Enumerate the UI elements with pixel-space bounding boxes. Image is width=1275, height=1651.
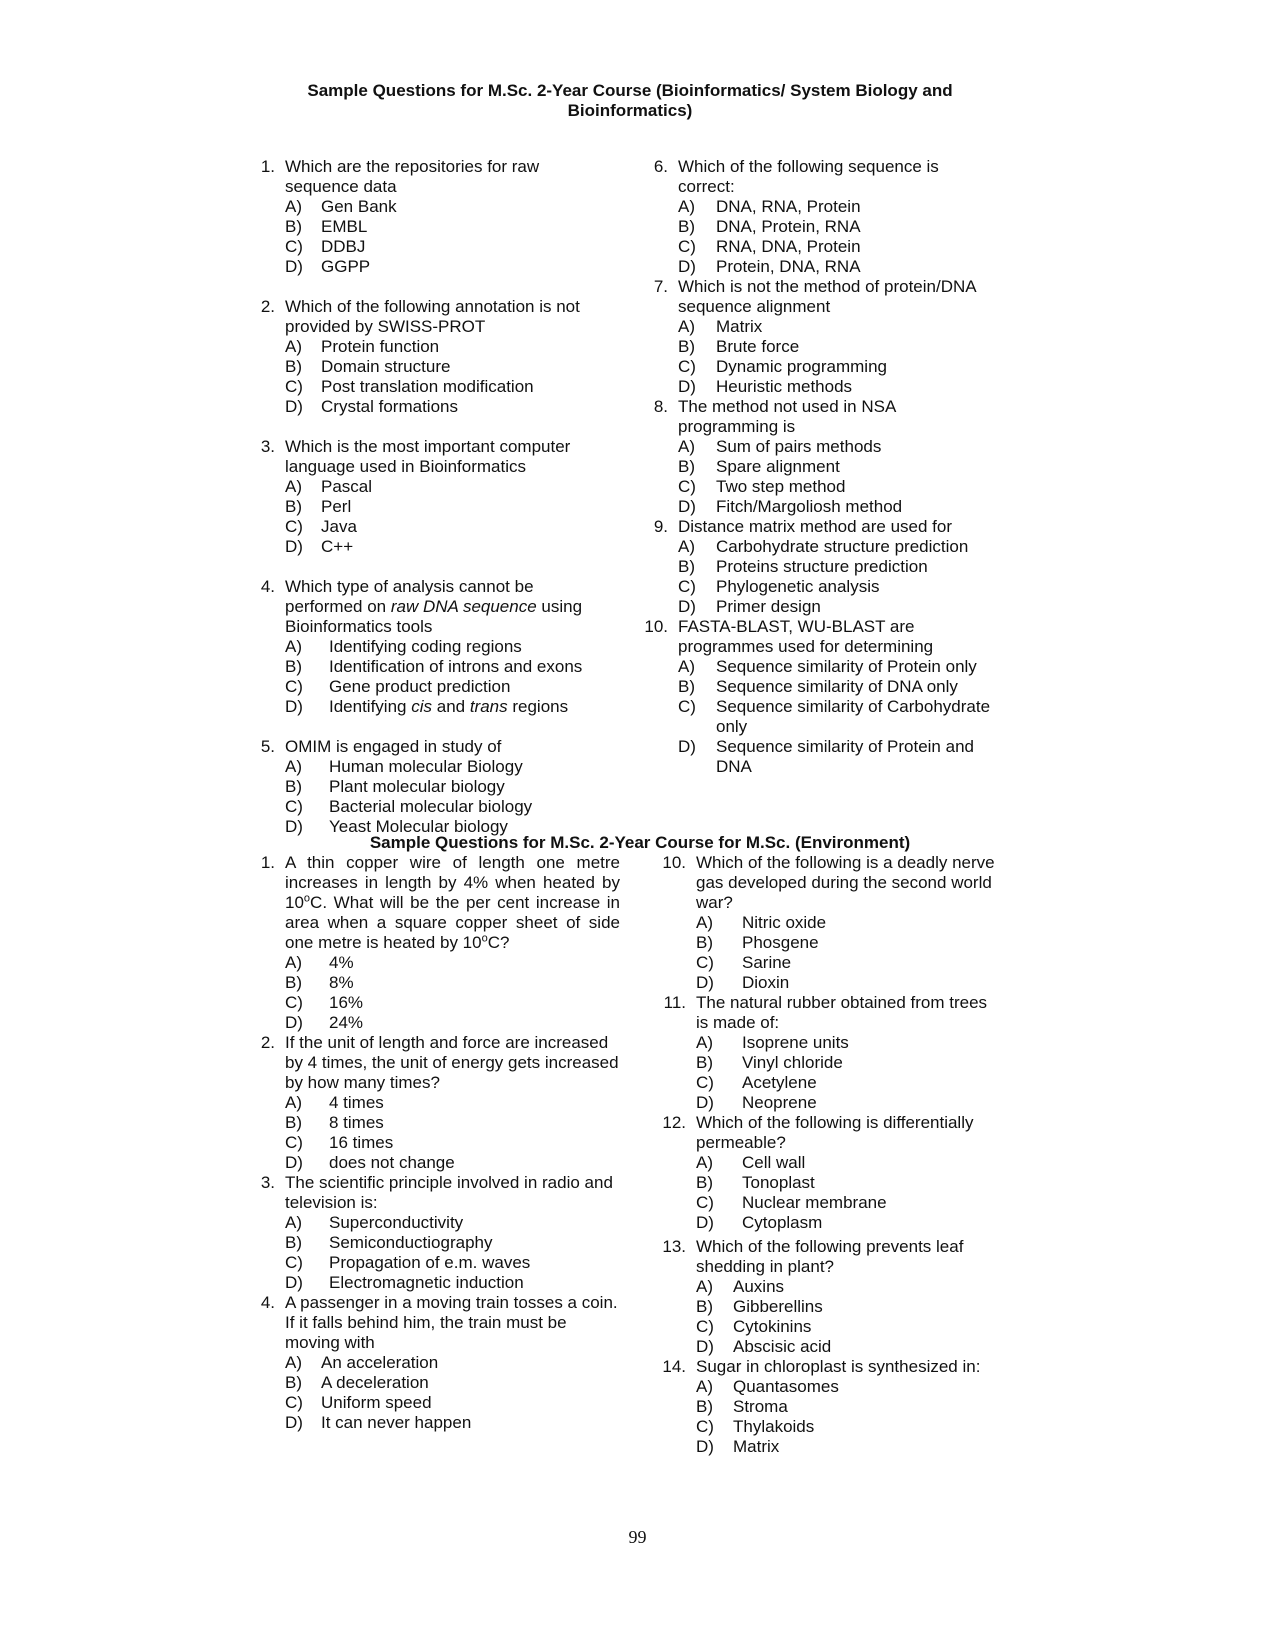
- option-letter: B): [285, 1373, 302, 1392]
- option: [640, 537, 1010, 557]
- question-s1-6: [640, 157, 1010, 197]
- question-number: 9.: [653, 517, 668, 536]
- option: [640, 677, 1010, 697]
- option-text: C++: [321, 537, 354, 556]
- option-text: Carbohydrate structure prediction: [716, 537, 969, 556]
- option-text: Neoprene: [742, 1093, 817, 1112]
- question-s1-3: [255, 437, 600, 477]
- option-letter: D): [285, 537, 303, 556]
- option: [648, 1093, 1018, 1113]
- question-s2-13: [648, 1237, 1018, 1277]
- option: [255, 973, 640, 993]
- option-text: Spare alignment: [716, 457, 840, 476]
- question-number: 7.: [653, 277, 668, 296]
- option-text: Java: [321, 517, 357, 536]
- option-letter: C): [285, 993, 303, 1012]
- option: [648, 1337, 1018, 1357]
- section1-title-line1: Sample Questions for M.Sc. 2-Year Course (Bioinformatics/ System Biology and: [307, 81, 953, 100]
- option-letter: A): [696, 1153, 713, 1172]
- option-letter: B): [285, 357, 302, 376]
- option: [640, 437, 1010, 457]
- option-letter: C): [285, 237, 303, 256]
- option: [640, 597, 1010, 617]
- option: [648, 1297, 1018, 1317]
- question-text: Which of the following is differentially permeable?: [696, 1113, 974, 1152]
- option-text: Nitric oxide: [742, 913, 827, 932]
- option-text: Matrix: [733, 1437, 780, 1456]
- option: [255, 1373, 640, 1393]
- option: [255, 1353, 640, 1373]
- option-text: Identification of introns and exons: [329, 657, 583, 676]
- question-text: Sugar in chloroplast is synthesized in:: [696, 1357, 981, 1376]
- option-letter: B): [678, 557, 695, 576]
- option-letter: C): [696, 953, 714, 972]
- option: [255, 517, 600, 537]
- option: [255, 237, 600, 257]
- option: [648, 1317, 1018, 1337]
- option-text: Stroma: [733, 1397, 788, 1416]
- question-text: OMIM is engaged in study of: [285, 737, 502, 756]
- option: [640, 237, 1010, 257]
- option: [648, 973, 1018, 993]
- option-text: Abscisic acid: [733, 1337, 832, 1356]
- option: [255, 797, 600, 817]
- option-letter: B): [285, 777, 302, 796]
- option-letter: C): [285, 677, 303, 696]
- question-s2-4: [255, 1293, 640, 1353]
- option-letter: D): [285, 1153, 303, 1172]
- option: [255, 357, 600, 377]
- option-text: Sequence similarity of Protein and DNA: [716, 737, 974, 776]
- option: [255, 477, 600, 497]
- question-s1-4: [255, 577, 600, 637]
- question-s2-2: [255, 1033, 640, 1093]
- option-text: Sequence similarity of Carbohydrate only: [716, 697, 991, 736]
- option: [648, 1397, 1018, 1417]
- option-text: Acetylene: [742, 1073, 817, 1092]
- option: [648, 1377, 1018, 1397]
- option-letter: A): [678, 437, 695, 456]
- option-text: Yeast Molecular biology: [329, 817, 508, 836]
- option-text: Phylogenetic analysis: [716, 577, 880, 596]
- option-letter: D): [285, 1273, 303, 1292]
- option-text: Bacterial molecular biology: [329, 797, 533, 816]
- option-text: Brute force: [716, 337, 800, 356]
- option-text: Gene product prediction: [329, 677, 511, 696]
- option: [640, 317, 1010, 337]
- option-letter: A): [696, 1033, 713, 1052]
- option-letter: A): [696, 913, 713, 932]
- option-text: Identifying coding regions: [329, 637, 522, 656]
- option-text: Crystal formations: [321, 397, 458, 416]
- question-text: If the unit of length and force are increased by 4 times, the unit of energy gets increased by how many times?: [285, 1033, 619, 1092]
- section1-right-column: [640, 157, 1010, 777]
- option-text: Sarine: [742, 953, 792, 972]
- question-number: 14.: [662, 1357, 686, 1376]
- option-text: Propagation of e.m. waves: [329, 1253, 531, 1272]
- option: [640, 497, 1010, 517]
- option-text: Gen Bank: [321, 197, 397, 216]
- option-letter: B): [285, 1233, 302, 1252]
- question-text: Which of the following prevents leaf shedding in plant?: [696, 1237, 964, 1276]
- question-s1-8: [640, 397, 1010, 437]
- option: [255, 1393, 640, 1413]
- option: [255, 537, 600, 557]
- option: [255, 1253, 640, 1273]
- option: [640, 477, 1010, 497]
- option-text: Semiconductiography: [329, 1233, 493, 1252]
- option-text: Matrix: [716, 317, 763, 336]
- option-letter: C): [696, 1317, 714, 1336]
- option-text: Human molecular Biology: [329, 757, 523, 776]
- option: [255, 757, 600, 777]
- question-number: 3.: [260, 437, 275, 456]
- option-letter: A): [696, 1277, 713, 1296]
- question-number: 4.: [260, 577, 275, 596]
- option-text: Perl: [321, 497, 352, 516]
- option: [648, 1417, 1018, 1437]
- option-letter: D): [696, 973, 714, 992]
- option: [640, 377, 1010, 397]
- question-text: The natural rubber obtained from trees is made of:: [696, 993, 988, 1032]
- question-number: 5.: [260, 737, 275, 756]
- option-letter: C): [678, 697, 696, 716]
- question-text: A passenger in a moving train tosses a coin. If it falls behind him, the train must be moving with: [285, 1293, 618, 1352]
- option: [255, 637, 600, 657]
- option-text: Gibberellins: [733, 1297, 823, 1316]
- option: [648, 1053, 1018, 1073]
- option-text: Phosgene: [742, 933, 819, 952]
- option-text: 8%: [329, 973, 354, 992]
- option-text: Fitch/Margoliosh method: [716, 497, 903, 516]
- question-s1-9: [640, 517, 1010, 537]
- option-text: 4 times: [329, 1093, 384, 1112]
- option: [640, 257, 1010, 277]
- question-text: Which of the following sequence is correct:: [678, 157, 939, 196]
- option-letter: C): [285, 1393, 303, 1412]
- option-letter: D): [285, 397, 303, 416]
- option-letter: C): [696, 1193, 714, 1212]
- question-s2-3: [255, 1173, 640, 1213]
- option-letter: D): [696, 1093, 714, 1112]
- option-letter: C): [678, 357, 696, 376]
- option-letter: A): [285, 1353, 302, 1372]
- option-letter: B): [696, 1053, 713, 1072]
- option-text: Tonoplast: [742, 1173, 815, 1192]
- option-text: 4%: [329, 953, 354, 972]
- question-text: A thin copper wire of length one metre increases in length by 4% when heated by 10$^o$C. What will be the per cent increase in area when a square copper sheet of side one metre is heated by 10$^o$C?: [285, 853, 620, 952]
- option-letter: D): [678, 257, 696, 276]
- option: [648, 933, 1018, 953]
- option-letter: D): [678, 497, 696, 516]
- option: [255, 1013, 640, 1033]
- section2-left-column: [255, 853, 640, 1433]
- option: [640, 657, 1010, 677]
- option-text: Cytokinins: [733, 1317, 812, 1336]
- question-text: FASTA-BLAST, WU-BLAST are programmes used for determining: [678, 617, 934, 656]
- option-text: GGPP: [321, 257, 371, 276]
- option-letter: D): [696, 1437, 714, 1456]
- question-s1-7: [640, 277, 1010, 317]
- option: [255, 777, 600, 797]
- option-letter: B): [696, 1173, 713, 1192]
- option: [648, 913, 1018, 933]
- option-text: Sequence similarity of Protein only: [716, 657, 977, 676]
- option: [255, 1413, 640, 1433]
- option-letter: D): [696, 1337, 714, 1356]
- option: [255, 197, 600, 217]
- option: [255, 697, 600, 717]
- option: [648, 1033, 1018, 1053]
- option-text: Protein function: [321, 337, 440, 356]
- question-number: 2.: [260, 297, 275, 316]
- option: [648, 1277, 1018, 1297]
- option-text: Superconductivity: [329, 1213, 464, 1232]
- option: [255, 1113, 640, 1133]
- option: [648, 1173, 1018, 1193]
- question-s2-12: [648, 1113, 1018, 1153]
- option-letter: B): [678, 677, 695, 696]
- option-letter: D): [678, 737, 696, 756]
- question-s2-10: [648, 853, 1018, 913]
- option-letter: B): [285, 973, 302, 992]
- option-letter: A): [678, 197, 695, 216]
- question-text: Which are the repositories for raw sequence data: [285, 157, 540, 196]
- question-number: 12.: [662, 1113, 686, 1132]
- option: [648, 1213, 1018, 1233]
- option: [640, 737, 1010, 777]
- option: [255, 257, 600, 277]
- question-number: 4.: [260, 1293, 275, 1312]
- option-letter: A): [678, 537, 695, 556]
- option: [640, 337, 1010, 357]
- option: [648, 1193, 1018, 1213]
- option: [640, 197, 1010, 217]
- option: [255, 337, 600, 357]
- question-s2-1: [255, 853, 640, 953]
- option-text: Electromagnetic induction: [329, 1273, 524, 1292]
- section1-title: [270, 81, 990, 121]
- option: [648, 1073, 1018, 1093]
- option: [255, 1213, 640, 1233]
- question-text: Which is not the method of protein/DNA sequence alignment: [678, 277, 976, 316]
- option-letter: C): [285, 797, 303, 816]
- option-letter: B): [696, 1297, 713, 1316]
- option-letter: B): [678, 217, 695, 236]
- option: [255, 397, 600, 417]
- option-text: An acceleration: [321, 1353, 439, 1372]
- option: [640, 217, 1010, 237]
- option-text: does not change: [329, 1153, 455, 1172]
- option: [255, 1093, 640, 1113]
- option-letter: C): [285, 1253, 303, 1272]
- option-text: Thylakoids: [733, 1417, 815, 1436]
- option-text: A deceleration: [321, 1373, 429, 1392]
- option-letter: A): [678, 657, 695, 676]
- question-s1-1: [255, 157, 600, 197]
- option-letter: D): [285, 817, 303, 836]
- option-text: 16%: [329, 993, 364, 1012]
- option: [255, 993, 640, 1013]
- option-text: Domain structure: [321, 357, 451, 376]
- option: [255, 377, 600, 397]
- option-text: Cytoplasm: [742, 1213, 823, 1232]
- option: [255, 657, 600, 677]
- option-letter: D): [285, 697, 303, 716]
- option: [640, 457, 1010, 477]
- option: [255, 677, 600, 697]
- question-s2-11: [648, 993, 1018, 1033]
- option-letter: C): [285, 377, 303, 396]
- option-letter: B): [678, 337, 695, 356]
- section2-right-column: [648, 853, 1018, 1457]
- option-text: Primer design: [716, 597, 821, 616]
- option: [255, 1233, 640, 1253]
- option-letter: A): [285, 337, 302, 356]
- option: [255, 217, 600, 237]
- question-s1-10: [640, 617, 1010, 657]
- option-text: Heuristic methods: [716, 377, 853, 396]
- option: [255, 497, 600, 517]
- question-text: Distance matrix method are used for: [678, 517, 953, 536]
- option-text: Uniform speed: [321, 1393, 432, 1412]
- option-letter: C): [285, 1133, 303, 1152]
- option: [255, 1133, 640, 1153]
- option-text: Vinyl chloride: [742, 1053, 843, 1072]
- question-s1-5: [255, 737, 600, 757]
- question-number: 13.: [662, 1237, 686, 1256]
- question-text: The method not used in NSA programming is: [678, 397, 896, 436]
- option: [648, 1153, 1018, 1173]
- option-text: Dynamic programming: [716, 357, 887, 376]
- option-text: Sequence similarity of DNA only: [716, 677, 958, 696]
- option-letter: A): [285, 757, 302, 776]
- option-text: Plant molecular biology: [329, 777, 505, 796]
- option: [640, 577, 1010, 597]
- option-letter: B): [285, 497, 302, 516]
- question-text: Which of the following annotation is not provided by SWISS-PROT: [285, 297, 580, 336]
- question-number: 6.: [653, 157, 668, 176]
- option-letter: B): [696, 933, 713, 952]
- option: [255, 1273, 640, 1293]
- question-number: 2.: [260, 1033, 275, 1052]
- option-text: Nuclear membrane: [742, 1193, 887, 1212]
- section2-title: Sample Questions for M.Sc. 2-Year Course for M.Sc. (Environment): [369, 833, 911, 852]
- option-letter: A): [285, 197, 302, 216]
- question-number: 10.: [662, 853, 686, 872]
- question-number: 10.: [644, 617, 668, 636]
- option-text: DDBJ: [321, 237, 366, 256]
- option-letter: C): [678, 477, 696, 496]
- question-number: 8.: [653, 397, 668, 416]
- question-text: The scientific principle involved in radio and television is:: [285, 1173, 613, 1212]
- question-number: 1.: [260, 853, 275, 872]
- option-text: DNA, RNA, Protein: [716, 197, 861, 216]
- option-text: DNA, Protein, RNA: [716, 217, 861, 236]
- option: [648, 1437, 1018, 1457]
- section1-left-column: [255, 157, 600, 837]
- option-text: 24%: [329, 1013, 364, 1032]
- option-text: Quantasomes: [733, 1377, 839, 1396]
- option-text: Identifying cis and trans regions: [329, 697, 569, 716]
- question-s1-2: [255, 297, 600, 337]
- option: [648, 953, 1018, 973]
- option: [640, 697, 1010, 737]
- option-text: Pascal: [321, 477, 373, 496]
- option-text: Cell wall: [742, 1153, 806, 1172]
- question-text: Which of the following is a deadly nerve gas developed during the second world war?: [696, 853, 995, 912]
- option-text: Two step method: [716, 477, 846, 496]
- question-number: 3.: [260, 1173, 275, 1192]
- question-text: Which type of analysis cannot be performed on raw DNA sequence using Bioinformatics tools: [285, 577, 583, 636]
- option-letter: A): [285, 1213, 302, 1232]
- option-text: Protein, DNA, RNA: [716, 257, 861, 276]
- option-letter: D): [285, 1413, 303, 1432]
- option-text: Dioxin: [742, 973, 790, 992]
- option: [640, 357, 1010, 377]
- option-text: Proteins structure prediction: [716, 557, 928, 576]
- option-letter: B): [285, 1113, 302, 1132]
- section1-title-line2: Bioinformatics): [567, 101, 693, 120]
- option-text: 16 times: [329, 1133, 394, 1152]
- option-letter: A): [285, 1093, 302, 1112]
- option-text: It can never happen: [321, 1413, 472, 1432]
- option-text: Auxins: [733, 1277, 785, 1296]
- option-letter: C): [696, 1073, 714, 1092]
- option-text: RNA, DNA, Protein: [716, 237, 861, 256]
- option-letter: A): [285, 477, 302, 496]
- option-letter: D): [696, 1213, 714, 1232]
- option-letter: C): [285, 517, 303, 536]
- option-letter: A): [678, 317, 695, 336]
- option-letter: B): [678, 457, 695, 476]
- question-s2-14: [648, 1357, 1018, 1377]
- option-letter: D): [678, 597, 696, 616]
- page-number: 99: [628, 1527, 647, 1547]
- option-letter: B): [285, 657, 302, 676]
- option-letter: A): [696, 1377, 713, 1396]
- option-letter: D): [678, 377, 696, 396]
- option-letter: D): [285, 1013, 303, 1032]
- option-text: Sum of pairs methods: [716, 437, 882, 456]
- option-letter: C): [678, 577, 696, 596]
- option-text: 8 times: [329, 1113, 384, 1132]
- question-number: 1.: [260, 157, 275, 176]
- option: [255, 953, 640, 973]
- option: [640, 557, 1010, 577]
- option-letter: D): [285, 257, 303, 276]
- option: [255, 1153, 640, 1173]
- question-number: 11.: [663, 993, 686, 1012]
- option-letter: A): [285, 953, 302, 972]
- option-text: Isoprene units: [742, 1033, 849, 1052]
- option-letter: C): [696, 1417, 714, 1436]
- option-letter: B): [696, 1397, 713, 1416]
- option-letter: A): [285, 637, 302, 656]
- option-letter: C): [678, 237, 696, 256]
- option-text: Post translation modification: [321, 377, 534, 396]
- question-text: Which is the most important computer language used in Bioinformatics: [285, 437, 571, 476]
- option-text: EMBL: [321, 217, 368, 236]
- option-letter: B): [285, 217, 302, 236]
